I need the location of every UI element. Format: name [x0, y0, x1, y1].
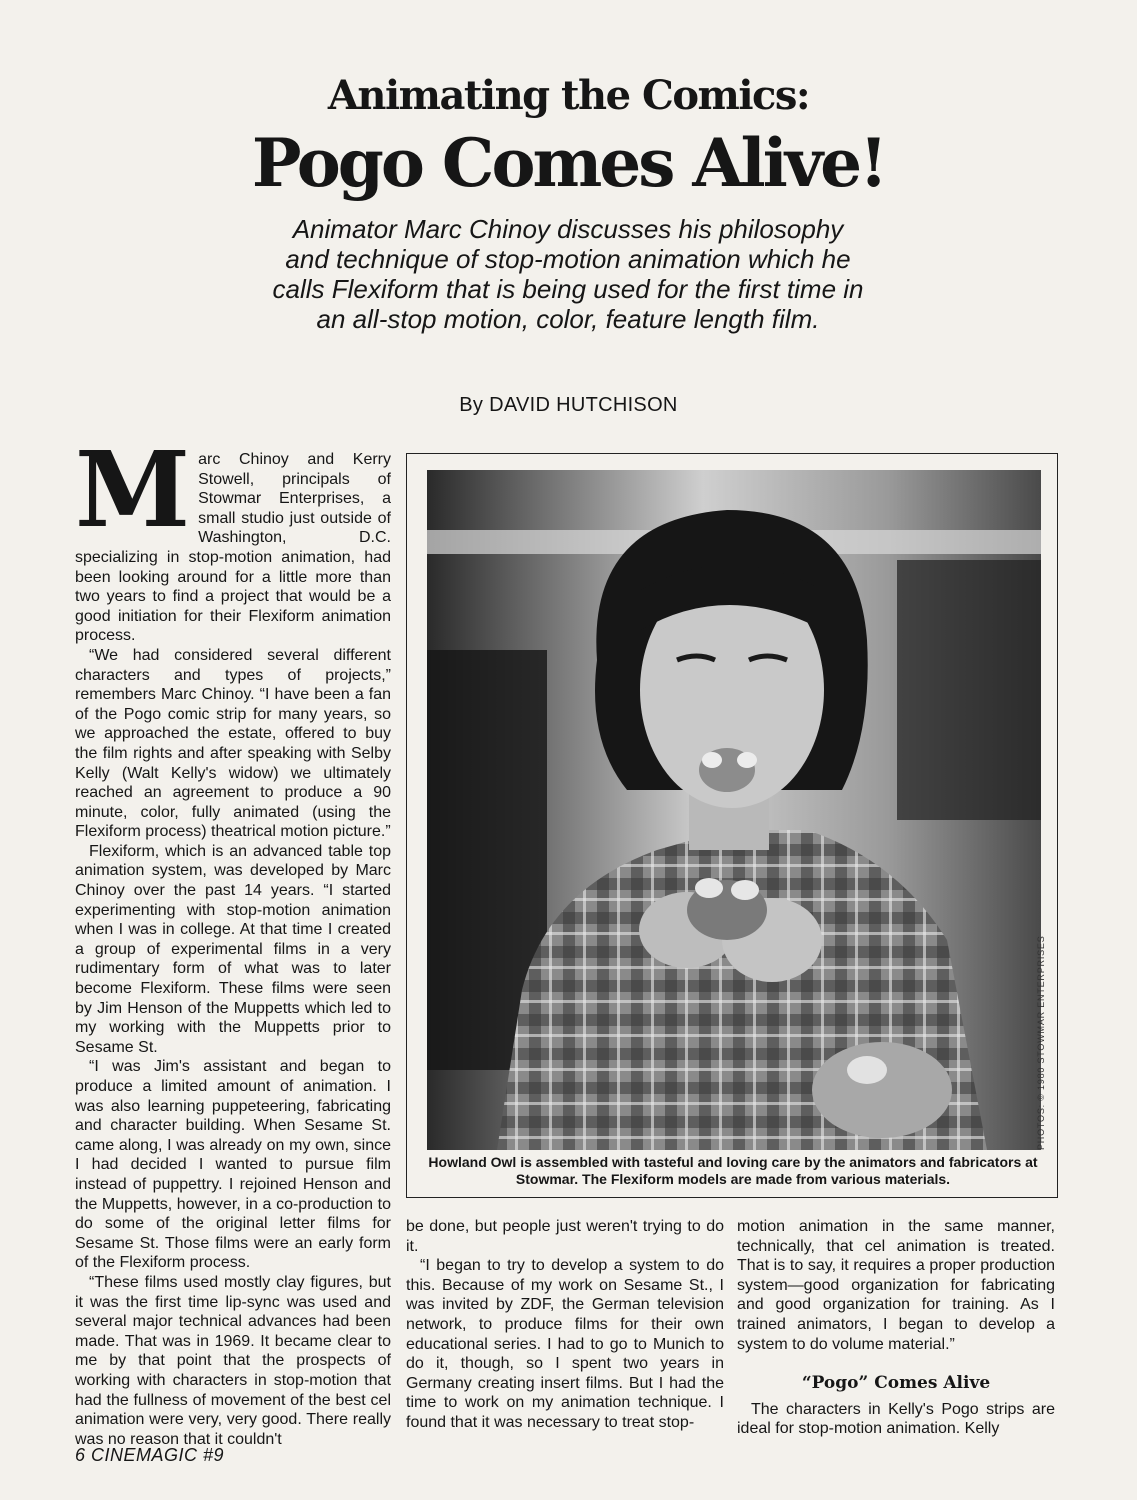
paragraph: motion animation in the same manner, technically, that cel animation is treated. That is to say, it requires a proper production system—good organization for fabricating and good organization for training. As I trained animators, I began to develop a system to do volume material.”: [737, 1218, 1055, 1353]
article-column-3: [737, 1217, 1055, 1492]
drop-cap: M: [75, 450, 191, 551]
article-column-2: [406, 1217, 724, 1492]
photo-box: [406, 453, 1058, 1198]
paragraph: “I began to try to develop a system to do this. Because of my work on Sesame St., I was invited by ZDF, the German television network, to produce films for their own educational series. I had to go to Munich to do it, though, so I spent two years in Germany creating insert films. But I had the time to work on my animation technique. I found that it was necessary to treat stop-: [406, 1257, 724, 1431]
article-headline: Pogo Comes Alive!: [251, 124, 886, 202]
paragraph: “We had considered several different characters and types of projects,” remembers Marc Chinoy. “I have been a fan of the Pogo comic strip for many years, so we approached the estate, offered to buy the film rights and after speaking with Selby Kelly (Walt Kelly's widow) we ultimately reached an agreement to produce a 90 minute, color, fully animated (using the Flexiform process) theatrical motion picture.”: [75, 646, 391, 841]
animator-photo: [427, 470, 1041, 1150]
photo-credit: PHOTOS: © 1980 STOWMAR ENTERPRISES: [1036, 935, 1046, 1150]
paragraph: Flexiform, which is an advanced table top animation system, was developed by Marc Chinoy over the past 14 years. “I started experimenting with stop-motion animation when I was in college. At that time I created a group of experimental films in a very rudimentary form of what was to later become Flexiform. These films were seen by Jim Henson of the Muppetts which led to my working with the Muppetts prior to Sesame St.: [75, 842, 391, 1056]
paragraph: “These films used mostly clay figures, but it was the first time lip-sync was used and several major technical advances had been made. That was in 1969. It became clear to me by that point that the prospects of working with characters in stop-motion that had the fullness of movement of the best cel animation were very, very good. There really was no reason that it couldn't: [75, 1273, 391, 1448]
paragraph: be done, but people just weren't trying to do it.: [406, 1218, 724, 1255]
section-subhead: “Pogo” Comes Alive: [801, 1373, 991, 1394]
article-kicker: Animating the Comics:: [327, 72, 810, 119]
article-column-1: [75, 450, 391, 1480]
article-byline: By DAVID HUTCHISON: [459, 394, 678, 416]
photo-caption: Howland Owl is assembled with tasteful and loving care by the animators and fabricators at Stowmar. The Flexiform models are made from various materials.: [428, 1154, 1038, 1187]
paragraph: The characters in Kelly's Pogo strips are ideal for stop-motion animation. Kelly: [737, 1400, 1055, 1438]
paragraph: arc Chinoy and Kerry Stowell, principals of Stowmar Enterprises, a small studio just outside of Washington, D.C. specializing in stop-motion animation, had been looking around for a little more than two years to find a project that would be a good initiation for their Flexiform animation process.: [75, 451, 391, 645]
page-folio: 6 CINEMAGIC #9: [75, 1445, 225, 1465]
paragraph: “I was Jim's assistant and began to produce a limited amount of animation. I was also learning puppeteering, fabricating and character building. When Sesame St. came along, I was already on my own, since I had decided I wanted to pursue film instead of puppettry. I rejoined Henson and the Muppetts, however, in a co-production to do some of the original letter films for Sesame St. Those films were an early form of the Flexiform process.: [75, 1058, 391, 1272]
article-deck: Animator Marc Chinoy discusses his philosophy and technique of stop-motion animation which he calls Flexiform that is being used for the first time in an all-stop motion, color, feature length film.: [272, 214, 864, 334]
